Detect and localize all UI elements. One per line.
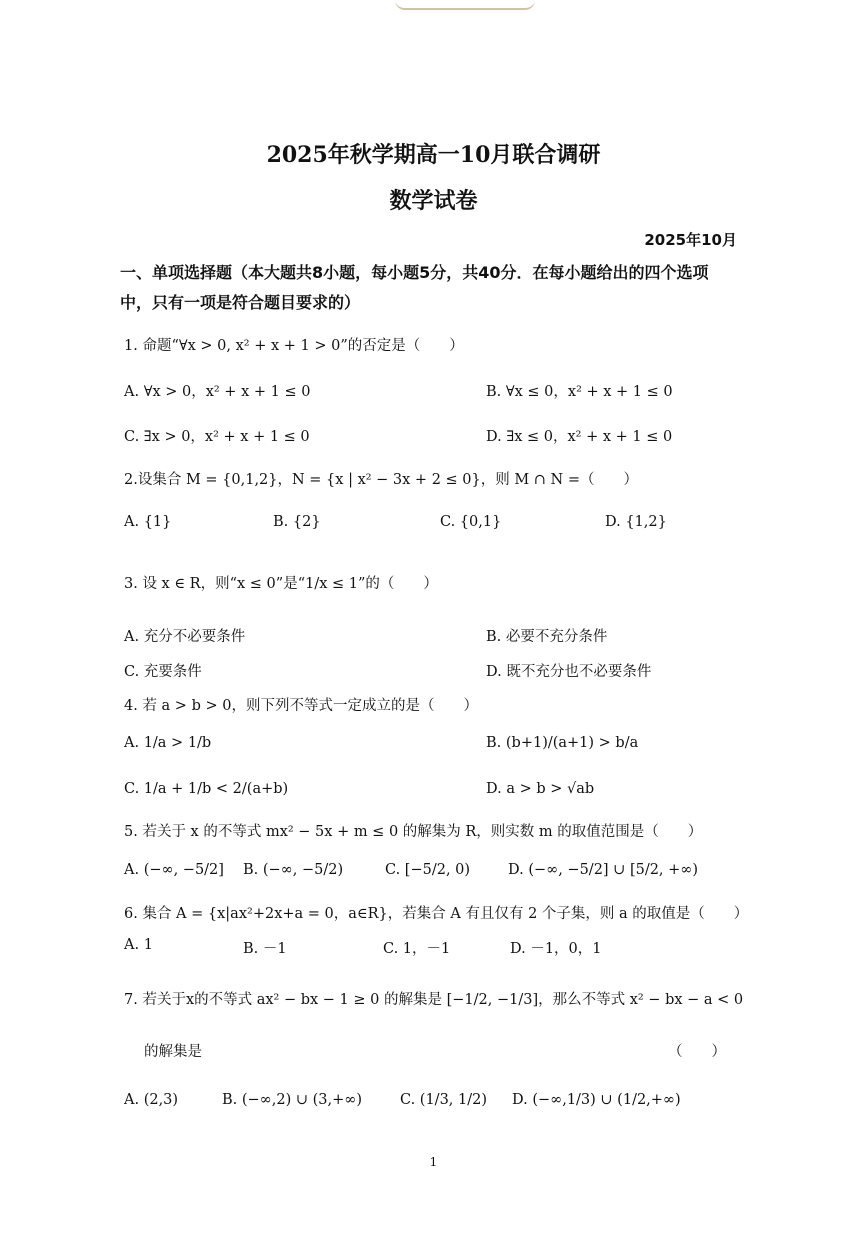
question-2-option-a: A. {1} (124, 514, 172, 530)
question-7-option-a: A. (2,3) (124, 1092, 179, 1108)
question-1-option-c: C. ∃x > 0，x² + x + 1 ≤ 0 (124, 429, 310, 445)
page-number: 1 (429, 1155, 438, 1169)
question-7-answer-paren: （ ） (668, 1044, 726, 1060)
question-5-stem: 5. 若关于 x 的不等式 mx² − 5x + m ≤ 0 的解集为 R，则实数 m 的取值范围是（ ） (124, 824, 703, 840)
question-6-stem: 6. 集合 A = {x|ax²+2x+a = 0，a∈R}，若集合 A 有且仅有 2 个子集，则 a 的取值是（ ） (124, 906, 749, 922)
question-3-stem: 3. 设 x ∈ R，则“x ≤ 0”是“1/x ≤ 1”的（ ） (124, 576, 438, 592)
question-1-option-a: A. ∀x > 0，x² + x + 1 ≤ 0 (124, 384, 311, 400)
question-5-option-c: C. [−5/2, 0) (385, 862, 471, 878)
question-4-stem: 4. 若 a > b > 0，则下列不等式一定成立的是（ ） (124, 698, 478, 714)
question-4-option-c: C. 1/a + 1/b < 2/(a+b) (124, 781, 289, 797)
question-7-stem: 7. 若关于x的不等式 ax² − bx − 1 ≥ 0 的解集是 [−1/2, −1/3]，那么不等式 x² − bx − a < 0 (124, 992, 744, 1008)
question-7-option-d: D. (−∞,1/3) ∪ (1/2,+∞) (512, 1092, 681, 1108)
scan-artifact (395, 0, 535, 10)
question-6-option-b: B. －1 (243, 941, 287, 957)
question-7-option-b: B. (−∞,2) ∪ (3,+∞) (222, 1092, 362, 1108)
question-5-option-d: D. (−∞, −5/2] ∪ [5/2, +∞) (508, 862, 699, 878)
question-2-option-d: D. {1,2} (605, 514, 667, 530)
question-3-option-c: C. 充要条件 (124, 664, 202, 680)
question-5-option-a: A. (−∞, −5/2] (124, 862, 224, 878)
question-3-option-b: B. 必要不充分条件 (486, 629, 608, 645)
question-6-option-d: D. －1，0，1 (510, 941, 602, 957)
question-4-option-b: B. (b+1)/(a+1) > b/a (486, 735, 639, 751)
question-6-option-c: C. 1，－1 (383, 941, 451, 957)
question-3-option-a: A. 充分不必要条件 (124, 629, 246, 645)
question-6-option-a: A. 1 (124, 937, 153, 953)
exam-date: 2025年10月 (644, 231, 737, 249)
question-4-option-a: A. 1/a > 1/b (124, 735, 212, 751)
question-1-option-d: D. ∃x ≤ 0，x² + x + 1 ≤ 0 (486, 429, 673, 445)
question-1-stem: 1. 命题“∀x > 0, x² + x + 1 > 0”的否定是（ ） (124, 338, 464, 354)
question-2-option-c: C. {0,1} (440, 514, 502, 530)
question-2-stem: 2.设集合 M = {0,1,2}，N = {x | x² − 3x + 2 ≤ 0}，则 M ∩ N =（ ） (124, 472, 639, 488)
question-7-stem-continued: 的解集是 (144, 1044, 202, 1060)
question-3-option-d: D. 既不充分也不必要条件 (486, 664, 652, 680)
question-2-option-b: B. {2} (273, 514, 321, 530)
question-5-option-b: B. (−∞, −5/2) (243, 862, 344, 878)
section-heading: 一、单项选择题（本大题共8小题，每小题5分，共40分．在每小题给出的四个选项中，只有一项是符合题目要求的） (120, 263, 709, 312)
question-7-option-c: C. (1/3, 1/2) (400, 1092, 487, 1108)
question-1-option-b: B. ∀x ≤ 0，x² + x + 1 ≤ 0 (486, 384, 673, 400)
question-4-option-d: D. a > b > √ab (486, 781, 595, 797)
exam-title: 2025年秋学期高一10月联合调研 (266, 142, 601, 168)
exam-subtitle: 数学试卷 (389, 188, 478, 214)
